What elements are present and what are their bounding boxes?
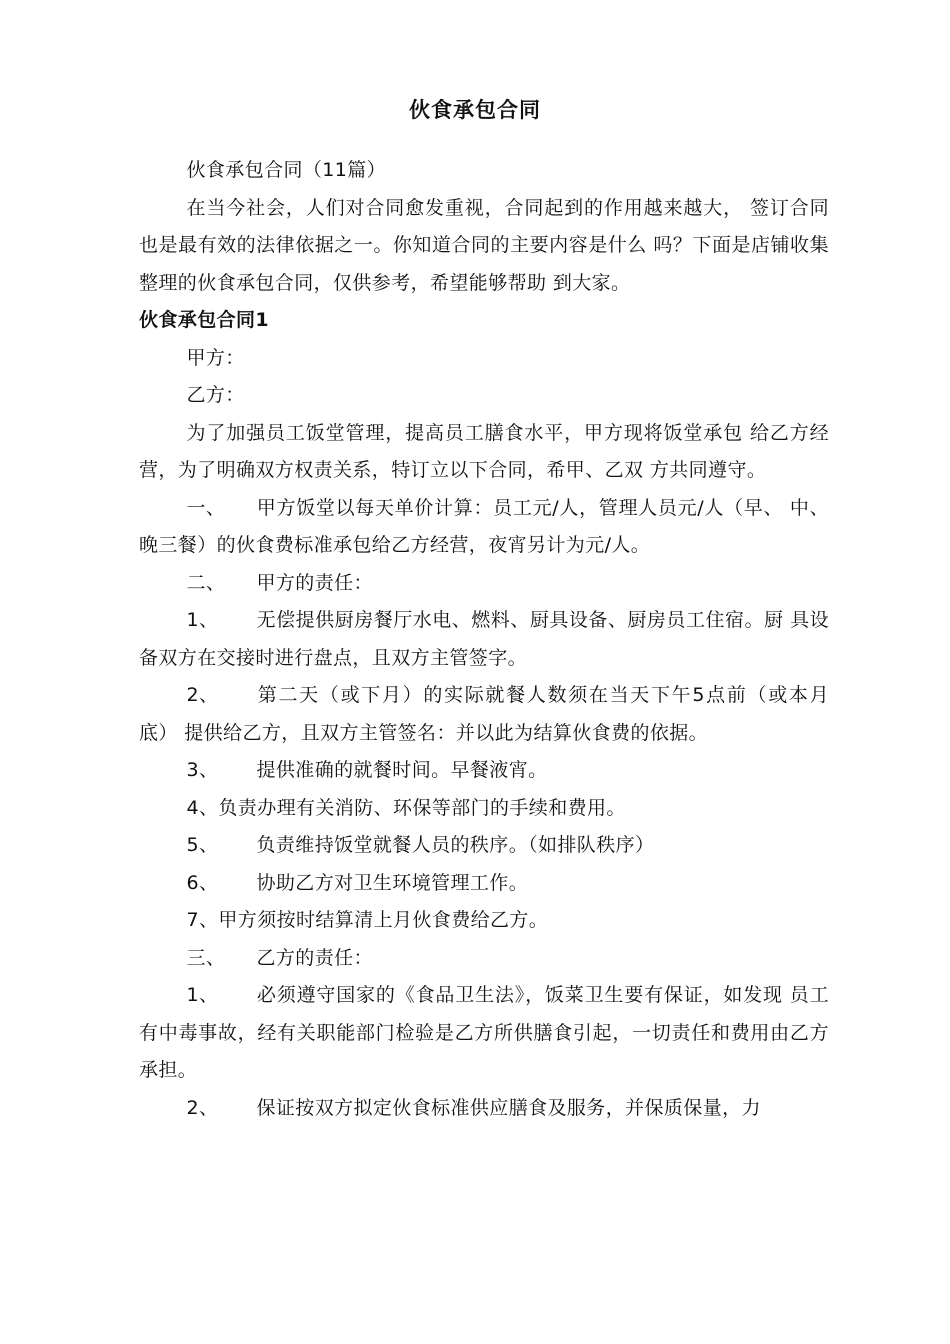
clause-number: 2、 <box>186 684 219 706</box>
clause-number: 三、 <box>186 946 226 969</box>
clause-paragraph <box>139 602 829 677</box>
subtitle-paragraph <box>139 152 829 190</box>
paragraph-text: 必须遵守国家的《食品卫生法》，饭菜卫生要有保证，如发现 员工有中毒事故，经有关职能部门检验是乙方所供膳食引起，一切责任和费用由乙方承担。 <box>139 984 829 1081</box>
clause-number: 6、 <box>186 871 219 894</box>
paragraph-text: 伙食承包合同（11篇） <box>186 159 387 181</box>
paragraph-text: 乙方： <box>186 384 245 406</box>
clause-paragraph <box>139 902 829 940</box>
clause-number: 2、 <box>186 1096 219 1119</box>
paragraph-text: 甲方饭堂以每天单价计算：员工元/人，管理人员元/人（早、 中、晚三餐）的伙食费标准承包给乙方经营，夜宵另计为元/人。 <box>139 496 829 556</box>
clause-number: 二、 <box>186 571 226 594</box>
clause-paragraph <box>139 490 829 565</box>
party-a-line <box>139 340 829 378</box>
section-heading <box>139 302 829 340</box>
clause-paragraph <box>139 677 829 752</box>
page-title: 伙食承包合同 <box>409 98 541 122</box>
paragraph-text: 甲方的责任： <box>256 571 373 594</box>
clause-number: 一、 <box>186 496 226 519</box>
party-b-line <box>139 377 829 415</box>
clause-number: 1、 <box>186 984 219 1006</box>
clause-paragraph <box>139 865 829 903</box>
paragraph-text: 协助乙方对卫生环境管理工作。 <box>256 871 529 894</box>
paragraph-text: 伙食承包合同1 <box>139 309 270 331</box>
clause-paragraph <box>139 752 829 790</box>
intro-paragraph <box>139 190 829 303</box>
clause-number: 1、 <box>186 609 219 631</box>
clause-paragraph <box>139 790 829 828</box>
paragraph-text: 提供准确的就餐时间。早餐液宵。 <box>256 759 548 781</box>
paragraph-text: 负责维持饭堂就餐人员的秩序。（如排队秩序） <box>256 834 655 856</box>
paragraph-text: 无偿提供厨房餐厅水电、燃料、厨具设备、厨房员工住宿。厨 具设备双方在交接时进行盘点，且双方主管签字。 <box>139 609 829 669</box>
purpose-paragraph <box>139 415 829 490</box>
paragraph-text: 保证按双方拟定伙食标准供应膳食及服务，并保质保量，力 <box>256 1096 761 1119</box>
clause-paragraph <box>139 977 829 1090</box>
paragraph-text: 第二天（或下月）的实际就餐人数须在当天下午5点前（或本月底） 提供给乙方，且双方主管签名：并以此为结算伙食费的依据。 <box>139 684 829 744</box>
paragraph-text: 7、甲方须按时结算清上月伙食费给乙方。 <box>186 909 549 931</box>
clause-paragraph <box>139 1090 829 1128</box>
paragraph-text: 在当今社会，人们对合同愈发重视，合同起到的作用越来越大， 签订合同也是最有效的法律依据之一。你知道合同的主要内容是什么 吗？下面是店铺收集整理的伙食承包合同，仅供参考，希望能够帮助 到大家。 <box>139 196 829 294</box>
paragraph-text: 甲方： <box>186 346 245 369</box>
clause-paragraph <box>139 565 829 603</box>
document-body <box>139 152 829 1127</box>
clause-number: 3、 <box>186 759 219 781</box>
clause-paragraph <box>139 940 829 978</box>
clause-number: 5、 <box>186 834 219 856</box>
paragraph-text: 为了加强员工饭堂管理，提高员工膳食水平，甲方现将饭堂承包 给乙方经营，为了明确双方权责关系，特订立以下合同，希甲、乙双 方共同遵守。 <box>139 421 829 481</box>
paragraph-text: 乙方的责任： <box>256 946 373 969</box>
paragraph-text: 4、负责办理有关消防、环保等部门的手续和费用。 <box>186 796 626 819</box>
clause-paragraph <box>139 827 829 865</box>
